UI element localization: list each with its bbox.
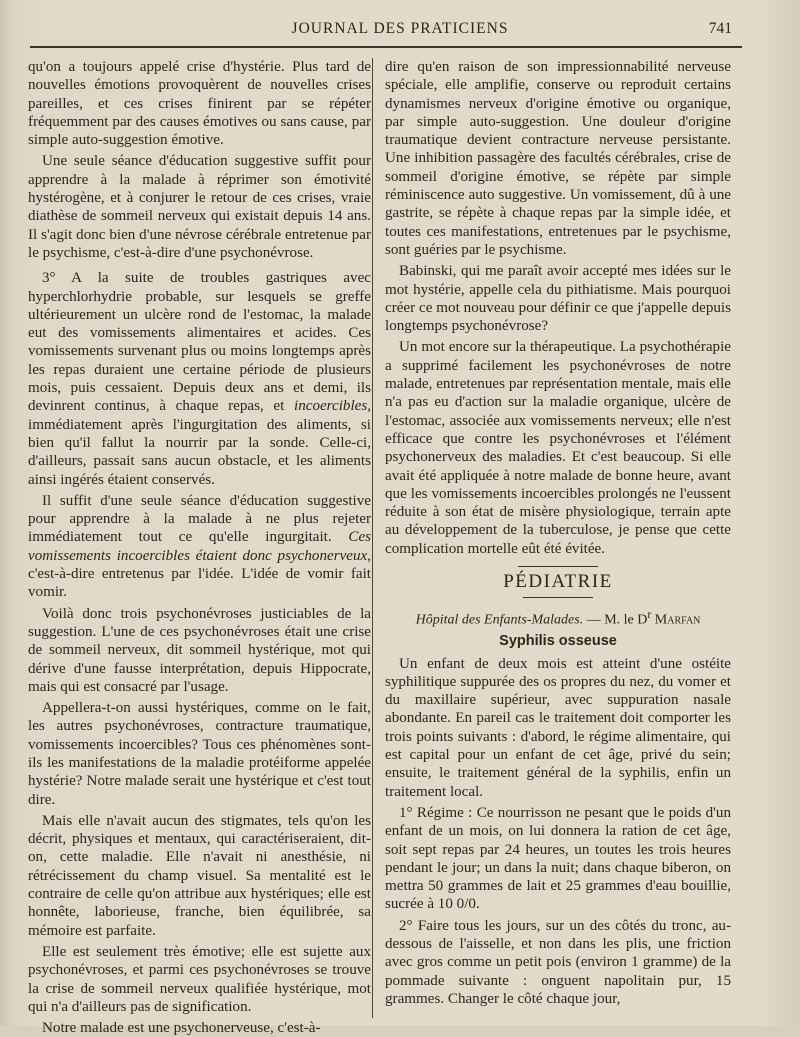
section-rule (518, 566, 598, 567)
section-source (385, 606, 731, 630)
paragraph: Mais elle n'avait aucun des stigmates, tels qu'on les décrit, physiques et mentaux, qui caractériseraient, dit-on, cette maladie. Elle n'avait ni anesthésie, ni rétrécissement du champ visuel. Sa mentalité est le contraire de celle qu'on attribue aux hystériques; elle est honnête, laborieuse, franche, bien équilibrée, sa mémoire est parfaite. (28, 812, 371, 939)
text-run: Il suffit d'une seule séance d'éducation suggestive pour apprendre à la malade à ne plus rejeter immédiatement tout ce qu'elle ingurgitait. (28, 492, 371, 546)
text-run: c'est-à-dire entretenus par l'idée. L'idée de vomir fait vomir. (28, 566, 371, 601)
section-title: PÉDIATRIE (503, 571, 613, 593)
paragraph: qu'on a toujours appelé crise d'hystérie. Plus tard de nouvelles émotions provoquèrent de nouvelles crises pareilles, et ces crises finirent par se répéter fréquemment par des causes émotives ou sans cause, par simple auto-suggestion émotive. (28, 59, 371, 149)
right-column (385, 58, 731, 1008)
doctor-sup: r (647, 608, 652, 622)
page-number: 741 (708, 20, 732, 37)
paragraph: Voilà donc trois psychonévroses justiciables de la suggestion. L'une de ces psychonévroses était une crise de sommeil nerveux, dit sommeil hystérique, mot qui dérive d'une fausse interprétation, depuis Hippocrate, mais qui est consacré par l'usage. (28, 605, 371, 695)
doctor-name: Marfan (651, 612, 701, 628)
section-rule (523, 597, 593, 598)
paragraph: 1° Régime : Ce nourrisson ne pesant que le poids d'un enfant de un mois, on lui donnera la ration de cet âge, soit sept repas par 24 heures, un toutes les trois heures pendant le jour; un dans la nuit; dans chaque biberon, on mettra 50 grammes de lait et 25 grammes d'eau bouillie, sucrée à 10 0/0. (385, 804, 731, 913)
paragraph (28, 269, 371, 489)
column-divider (372, 58, 373, 1018)
paragraph: Un enfant de deux mois est atteint d'une ostéite syphilitique suppurée des os propres du nez, du vomer et du maxillaire supérieur, avec suppuration nasale abondante. En pareil cas le traitement doit comporter les trois points suivants : d'abord, le régime alimentaire, qui est capital pour un enfant de cet âge, privé du sein; ensuite, le traitement général de la syphilis, enfin un traitement local. (385, 655, 731, 800)
paragraph: Un mot encore sur la thérapeutique. La psychothérapie a supprimé facilement les psychonévroses de notre malade, entretenues par représentation mentale, mais elle n'a pas eu d'action sur la maladie organique, ulcère de l'estomac, associée aux vomissements nerveux; elle n'est efficace que contre les psychonévroses et l'élément psychonerveux des maladies. Et c'est beaucoup. Si elle avait été appliquée à notre malade de bonne heure, avant que les vomissements incoercibles prolongés ne l'eussent réduite à son état de misère physiologique, terrain apte au développement de la tuberculose, je pense que cette complication mortelle eût été évitée. (385, 339, 731, 557)
italic-text: Ces vomissements incoercibles étaient donc psychonerveux, (28, 529, 372, 564)
paragraph: Elle est seulement très émotive; elle est sujette aux psychonévroses, et parmi ces psychonévroses se trouve la crise de sommeil nerveux qualifiée hystérique, mot qui n'a d'ailleurs pas de signification. (28, 943, 371, 1015)
text-run: 3° A la suite de troubles gastriques avec hyperchlorhydrie probable, sur lesquels se greffe ultérieurement un ulcère rond de l'estomac, la malade eut des vomissements alimentaires et acides. Ces vomissements survenant plus ou moins longtemps après les repas duraient une certaine période de plusieurs mois, puis cessaient. Depuis deux ans et demi, ils devinrent continus, à chaque repas, et (28, 270, 371, 415)
italic-text: incoercibles, (294, 398, 371, 415)
doctor-prefix: — M. le D (583, 612, 648, 628)
text-run: immédiatement après l'ingurgitation des aliments, si bien qu'il fallut la nourrir par la sonde. Celle-ci, d'ailleurs, passait sans aucun obstacle, et les aliments ainsi ingérés étaient conservés. (28, 416, 371, 488)
journal-title: JOURNAL DES PRATICIENS (291, 20, 509, 37)
paragraph: Babinski, qui me paraît avoir accepté mes idées sur le mot hystérie, appelle cela du pithiatisme. Mais pourquoi créer ce mot nouveau pour définir ce que j'appelle depuis longtemps psychonévrose? (385, 263, 731, 335)
section-subtitle: Syphilis osseuse (499, 633, 617, 650)
paragraph (28, 492, 371, 602)
hospital-name: Hôpital des Enfants-Malades. (415, 612, 584, 628)
paragraph: dire qu'en raison de son impressionnabilité nerveuse spéciale, elle amplifie, conserve ou reproduit certains dynamismes nerveux d'origine émotive ou organique, par simple auto-suggestion. Une douleur d'origine traumatique devient contracture nerveuse persistante. Une inhibition passagère des facultés cérébrales, crise de sommeil d'origine émotive, se répète par simple réminiscence auto suggestive. Un vomissement, dû à une gastrite, se répète à chaque repas par la simple idée, et toutes ces manifestations, entretenues par le psychisme, sont guéries par le psychisme. (385, 59, 731, 258)
left-column (28, 58, 371, 1037)
page-header (0, 14, 800, 44)
paragraph: Notre malade est une psychonerveuse, c'est-à- (42, 1020, 321, 1037)
paragraph: 2° Faire tous les jours, sur un des côtés du tronc, au-dessous de l'aisselle, et non dans les plis, une friction avec gros comme un petit pois (environ 1 gramme) de la pommade suivante : onguent napolitain pur, 15 grammes. Changer le côté chaque jour, (385, 917, 731, 1007)
paragraph: Une seule séance d'éducation suggestive suffit pour apprendre à la malade à réprimer son émotivité hystérogène, et à conjurer le retour de ces crises, vraie diathèse de sommeil nerveux qui existait depuis 14 ans. Il s'agit donc bien d'une névrose cérébrale entretenue par le psychisme, c'est-à-dire d'une psychonévrose. (28, 153, 371, 261)
header-rule (30, 46, 742, 48)
paragraph: Appellera-t-on aussi hystériques, comme on le fait, les autres psychonévroses, contracture traumatique, vomissements incoercibles? Tous ces phénomènes sont-ils les manifestations de la maladie protéiforme appelée hystérie? Notre malade serait une hystérique et c'est tout dire. (28, 700, 371, 808)
